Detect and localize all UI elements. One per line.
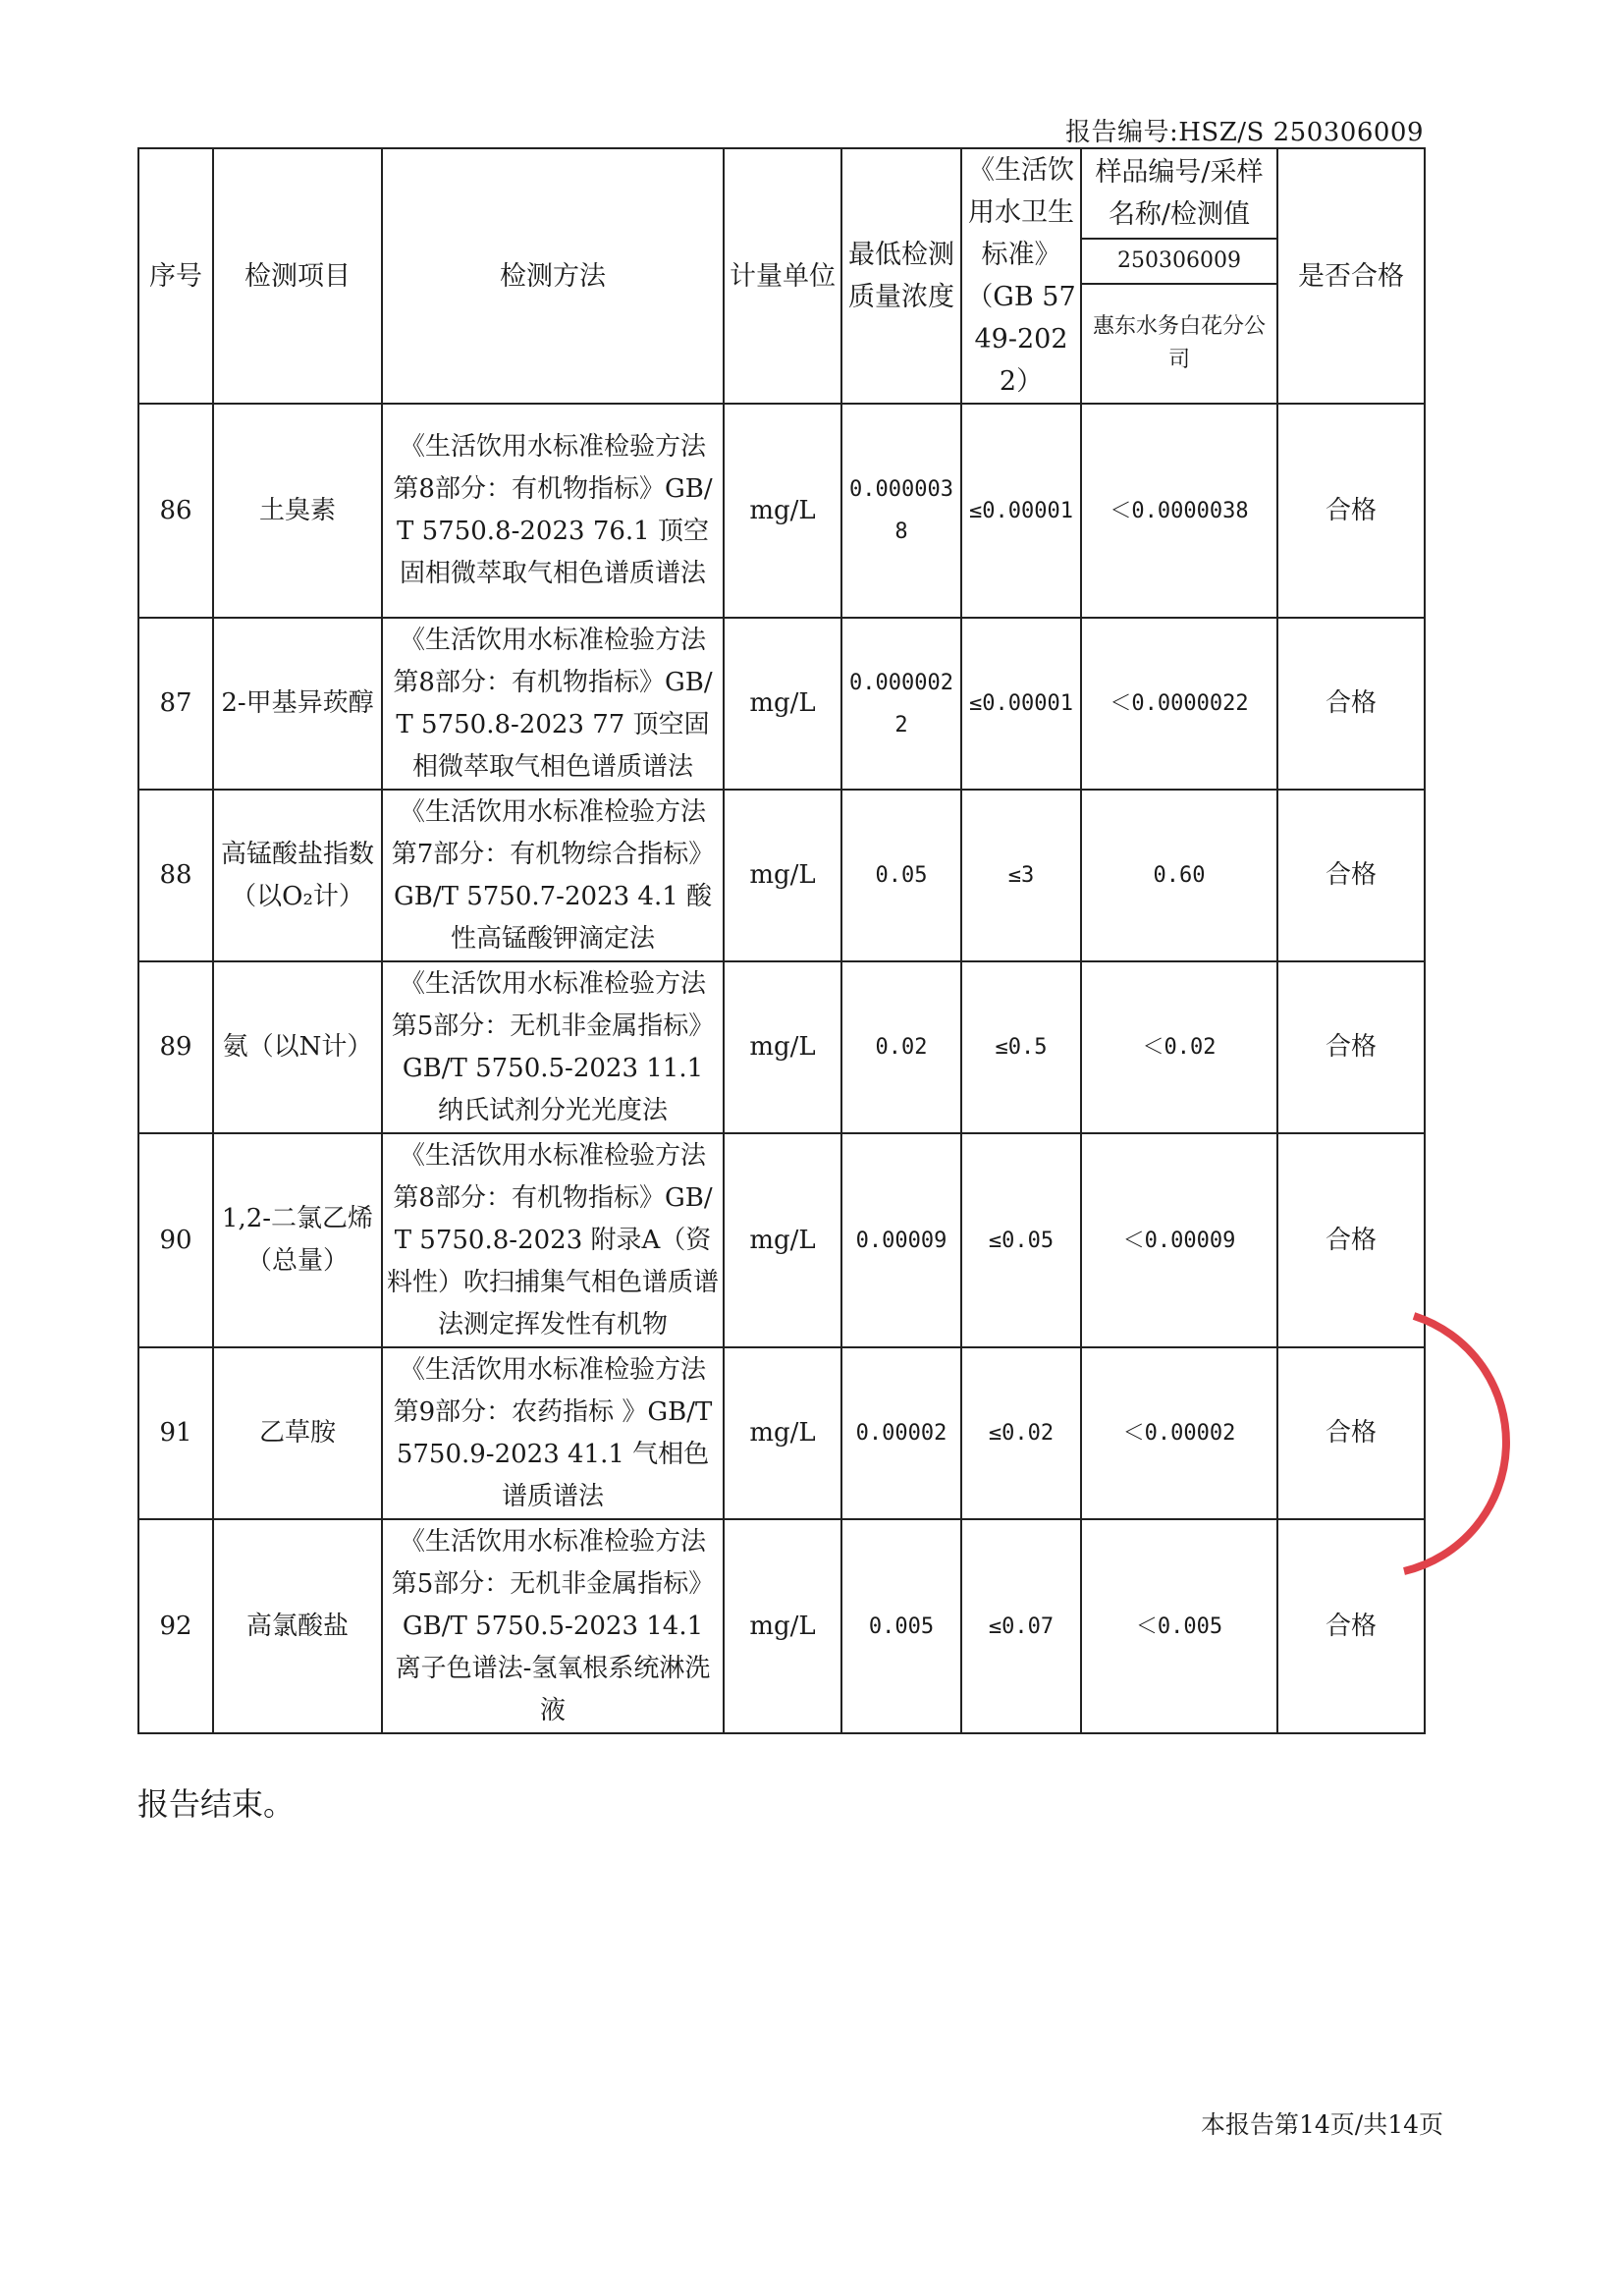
row-unit: mg/L — [724, 961, 841, 1133]
row-value: ＜0.00009 — [1081, 1133, 1277, 1347]
row-standard: ≤0.05 — [961, 1133, 1081, 1347]
row-verdict: 合格 — [1277, 790, 1425, 961]
report-end-note: 报告结束。 — [137, 1785, 296, 1823]
row-method: 《生活饮用水标准检验方法 第5部分：无机非金属指标》GB/T 5750.5-2023 14.1 离子色谱法-氢氧根系统淋洗液 — [382, 1519, 724, 1733]
row-mdl: 0.005 — [841, 1519, 961, 1733]
row-unit: mg/L — [724, 1519, 841, 1733]
report-number: 报告编号:HSZ/S 250306009 — [1064, 118, 1424, 147]
row-seq: 88 — [138, 790, 213, 961]
sample-name: 惠东水务白花分公司 — [1081, 284, 1277, 404]
row-mdl: 0.00009 — [841, 1133, 961, 1347]
col-header-standard: 《生活饮用水卫生标准》（GB 5749-2022） — [961, 148, 1081, 404]
col-header-verdict: 是否合格 — [1277, 148, 1425, 404]
table-row — [138, 961, 1425, 1133]
table-row — [138, 1133, 1425, 1347]
col-header-item: 检测项目 — [213, 148, 382, 404]
row-mdl: 0.0000038 — [841, 404, 961, 618]
table-row — [138, 1519, 1425, 1733]
seal-arc — [1404, 1316, 1506, 1571]
col-header-sample: 样品编号/采样名称/检测值 — [1081, 148, 1277, 239]
sample-id: 250306009 — [1081, 239, 1277, 284]
row-value: ＜0.02 — [1081, 961, 1277, 1133]
results-table — [137, 147, 1426, 1734]
row-mdl: 0.05 — [841, 790, 961, 961]
row-method: 《生活饮用水标准检验方法 第8部分：有机物指标》GB/T 5750.8-2023 77 顶空固相微萃取气相色谱质谱法 — [382, 618, 724, 790]
row-unit: mg/L — [724, 404, 841, 618]
row-unit: mg/L — [724, 790, 841, 961]
table-row — [138, 404, 1425, 618]
table-row — [138, 618, 1425, 790]
col-header-mdl: 最低检测质量浓度 — [841, 148, 961, 404]
row-item: 土臭素 — [213, 404, 382, 618]
row-mdl: 0.00002 — [841, 1347, 961, 1519]
row-standard: ≤0.02 — [961, 1347, 1081, 1519]
row-method: 《生活饮用水标准检验方法 第9部分：农药指标 》GB/T 5750.9-2023 41.1 气相色谱质谱法 — [382, 1347, 724, 1519]
row-standard: ≤0.00001 — [961, 404, 1081, 618]
row-item: 1,2-二氯乙烯（总量） — [213, 1133, 382, 1347]
row-method: 《生活饮用水标准检验方法 第8部分：有机物指标》GB/T 5750.8-2023 76.1 顶空固相微萃取气相色谱质谱法 — [382, 404, 724, 618]
row-method: 《生活饮用水标准检验方法 第8部分：有机物指标》GB/T 5750.8-2023 附录A（资料性）吹扫捕集气相色谱质谱法测定挥发性有机物 — [382, 1133, 724, 1347]
row-verdict: 合格 — [1277, 1519, 1425, 1733]
row-standard: ≤0.00001 — [961, 618, 1081, 790]
page-number: 本报告第14页/共14页 — [1200, 2110, 1443, 2139]
row-method: 《生活饮用水标准检验方法 第7部分：有机物综合指标》GB/T 5750.7-2023 4.1 酸性高锰酸钾滴定法 — [382, 790, 724, 961]
table-row — [138, 790, 1425, 961]
row-verdict: 合格 — [1277, 404, 1425, 618]
company-seal-stamp — [1335, 1286, 1624, 1581]
row-item: 氨（以N计） — [213, 961, 382, 1133]
row-item: 2-甲基异莰醇 — [213, 618, 382, 790]
row-unit: mg/L — [724, 1347, 841, 1519]
row-method: 《生活饮用水标准检验方法 第5部分：无机非金属指标》GB/T 5750.5-2023 11.1 纳氏试剂分光光度法 — [382, 961, 724, 1133]
row-item: 高锰酸盐指数（以O₂计） — [213, 790, 382, 961]
col-header-method: 检测方法 — [382, 148, 724, 404]
row-item: 乙草胺 — [213, 1347, 382, 1519]
row-unit: mg/L — [724, 618, 841, 790]
row-seq: 91 — [138, 1347, 213, 1519]
row-seq: 89 — [138, 961, 213, 1133]
row-seq: 92 — [138, 1519, 213, 1733]
row-verdict: 合格 — [1277, 1347, 1425, 1519]
col-header-unit: 计量单位 — [724, 148, 841, 404]
row-standard: ≤0.5 — [961, 961, 1081, 1133]
row-value: ＜0.00002 — [1081, 1347, 1277, 1519]
row-seq: 90 — [138, 1133, 213, 1347]
row-value: ＜0.0000038 — [1081, 404, 1277, 618]
row-verdict: 合格 — [1277, 1133, 1425, 1347]
col-header-seq: 序号 — [138, 148, 213, 404]
row-standard: ≤0.07 — [961, 1519, 1081, 1733]
row-value: ＜0.005 — [1081, 1519, 1277, 1733]
row-verdict: 合格 — [1277, 961, 1425, 1133]
row-mdl: 0.0000022 — [841, 618, 961, 790]
row-unit: mg/L — [724, 1133, 841, 1347]
row-verdict: 合格 — [1277, 618, 1425, 790]
table-row — [138, 1347, 1425, 1519]
row-value: ＜0.0000022 — [1081, 618, 1277, 790]
row-mdl: 0.02 — [841, 961, 961, 1133]
row-standard: ≤3 — [961, 790, 1081, 961]
row-seq: 86 — [138, 404, 213, 618]
row-item: 高氯酸盐 — [213, 1519, 382, 1733]
row-value: 0.60 — [1081, 790, 1277, 961]
row-seq: 87 — [138, 618, 213, 790]
